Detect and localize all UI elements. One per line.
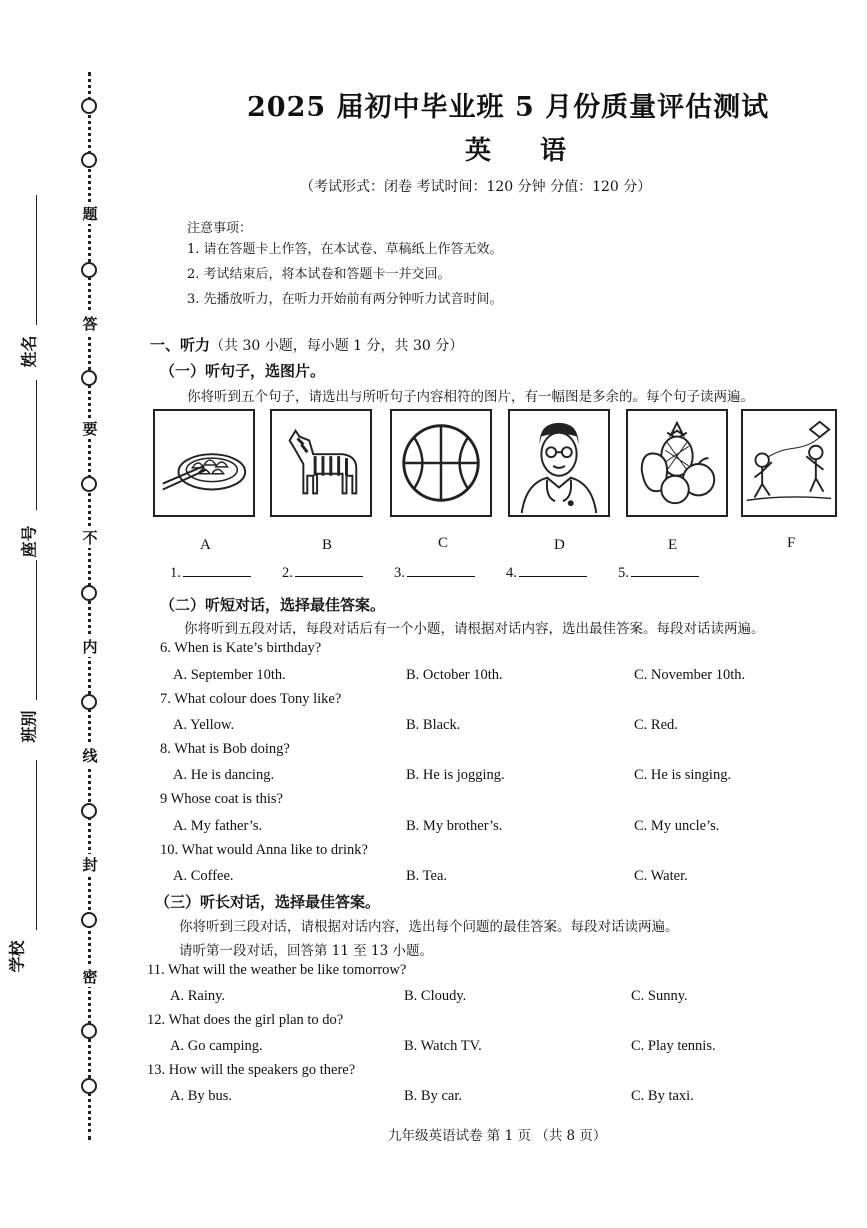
option-a[interactable]: A. By bus. bbox=[170, 1088, 233, 1104]
option-c[interactable]: C. Play tennis. bbox=[631, 1038, 716, 1054]
picture-letter: C bbox=[438, 535, 449, 551]
exam-title: 2025 届初中毕业班 5 月份质量评估测试 bbox=[247, 92, 770, 123]
option-a[interactable]: A. Rainy. bbox=[170, 988, 226, 1004]
binding-circle bbox=[81, 476, 97, 492]
picture-f bbox=[741, 409, 837, 517]
binding-circle bbox=[81, 912, 97, 928]
part3-sub-instruction: 请听第一段对话，回答第 11 至 13 小题。 bbox=[179, 943, 434, 959]
blank-number: 5. bbox=[618, 565, 629, 581]
question: 8. What is Bob doing? bbox=[160, 741, 290, 757]
option-b[interactable]: B. Black. bbox=[406, 717, 461, 733]
binding-char: 内 bbox=[82, 638, 98, 656]
option-a[interactable]: A. Go camping. bbox=[170, 1038, 263, 1054]
picture-b bbox=[270, 409, 372, 517]
blank-number: 1. bbox=[170, 565, 181, 581]
class-field-line bbox=[36, 560, 37, 700]
picture-c bbox=[390, 409, 492, 517]
section-info: （共 30 小题，每小题 1 分，共 30 分） bbox=[210, 338, 464, 354]
part3-title: （三）听长对话，选择最佳答案。 bbox=[155, 893, 381, 911]
picture-d bbox=[508, 409, 610, 517]
school-field-line bbox=[36, 760, 37, 930]
notice-item: 2. 考试结束后，将本试卷和答题卡一并交回。 bbox=[187, 267, 451, 282]
question: 13. How will the speakers go there? bbox=[147, 1062, 356, 1078]
seat-label: 座号 bbox=[19, 525, 39, 558]
blank-number: 3. bbox=[394, 565, 405, 581]
notice-item: 1. 请在答题卡上作答，在本试卷、草稿纸上作答无效。 bbox=[187, 242, 503, 257]
part3-instruction: 你将听到三段对话，请根据对话内容，选出每个问题的最佳答案。每段对话读两遍。 bbox=[179, 919, 679, 935]
binding-char: 不 bbox=[82, 529, 98, 547]
option-b[interactable]: B. Watch TV. bbox=[404, 1038, 482, 1054]
option-c[interactable]: C. My uncle’s. bbox=[634, 818, 720, 834]
option-a[interactable]: A. Coffee. bbox=[173, 868, 234, 884]
option-c[interactable]: C. By taxi. bbox=[631, 1088, 694, 1104]
part1-instruction: 你将听到五个句子，请选出与所听句子内容相符的图片，有一幅图是多余的。每个句子读两遍。 bbox=[187, 389, 754, 405]
answer-blank[interactable] bbox=[506, 565, 587, 582]
question: 7. What colour does Tony like? bbox=[160, 691, 342, 707]
answer-blank[interactable] bbox=[170, 565, 251, 582]
option-c[interactable]: C. November 10th. bbox=[634, 667, 746, 683]
kite-flying-icon bbox=[743, 411, 835, 515]
fruit-icon bbox=[628, 411, 726, 515]
school-label: 学校 bbox=[7, 940, 27, 973]
picture-letter: D bbox=[554, 537, 565, 553]
binding-char: 线 bbox=[82, 747, 98, 765]
name-field-line bbox=[36, 195, 37, 325]
binding-circle bbox=[81, 1023, 97, 1039]
dumplings-icon bbox=[155, 411, 253, 515]
binding-char: 题 bbox=[82, 205, 98, 223]
name-label: 姓名 bbox=[19, 335, 39, 368]
blank-number: 2. bbox=[282, 565, 293, 581]
binding-circle bbox=[81, 152, 97, 168]
binding-char: 封 bbox=[82, 856, 98, 874]
option-b[interactable]: B. Tea. bbox=[406, 868, 448, 884]
binding-char: 答 bbox=[82, 315, 98, 333]
picture-letter: B bbox=[322, 537, 333, 553]
option-b[interactable]: B. He is jogging. bbox=[406, 767, 505, 783]
binding-char: 密 bbox=[82, 968, 98, 986]
binding-circle bbox=[81, 262, 97, 278]
question: 9 Whose coat is this? bbox=[160, 791, 283, 807]
part2-title: （二）听短对话，选择最佳答案。 bbox=[160, 596, 386, 614]
binding-char: 要 bbox=[82, 420, 98, 438]
zebra-icon bbox=[272, 411, 370, 515]
basketball-icon bbox=[392, 411, 490, 515]
option-c[interactable]: C. He is singing. bbox=[634, 767, 732, 783]
option-a[interactable]: A. Yellow. bbox=[173, 717, 235, 733]
option-a[interactable]: A. September 10th. bbox=[173, 667, 286, 683]
binding-circle bbox=[81, 98, 97, 114]
picture-a bbox=[153, 409, 255, 517]
section-title bbox=[150, 334, 463, 355]
answer-blank[interactable] bbox=[618, 565, 699, 582]
picture-e bbox=[626, 409, 728, 517]
option-b[interactable]: B. Cloudy. bbox=[404, 988, 467, 1004]
option-b[interactable]: B. My brother’s. bbox=[406, 818, 503, 834]
binding-circle bbox=[81, 1078, 97, 1094]
notice-item: 3. 先播放听力，在听力开始前有两分钟听力试音时间。 bbox=[187, 292, 503, 307]
question: 6. When is Kate’s birthday? bbox=[160, 640, 322, 656]
part2-instruction: 你将听到五段对话，每段对话后有一个小题，请根据对话内容，选出最佳答案。每段对话读两遍。 bbox=[184, 621, 765, 637]
picture-letter: F bbox=[787, 535, 796, 551]
option-a[interactable]: A. My father’s. bbox=[173, 818, 263, 834]
section-title-label: 一、听力 bbox=[150, 336, 211, 354]
option-c[interactable]: C. Sunny. bbox=[631, 988, 688, 1004]
notice-heading: 注意事项： bbox=[187, 221, 253, 236]
binding-circle bbox=[81, 585, 97, 601]
page-footer: 九年级英语试卷 第 1 页 （共 8 页） bbox=[388, 1128, 607, 1144]
binding-circle bbox=[81, 694, 97, 710]
option-b[interactable]: B. October 10th. bbox=[406, 667, 503, 683]
part1-title: （一）听句子，选图片。 bbox=[160, 362, 326, 380]
picture-letter: E bbox=[668, 537, 678, 553]
question: 11. What will the weather be like tomorrow? bbox=[147, 962, 407, 978]
question: 10. What would Anna like to drink? bbox=[160, 842, 368, 858]
answer-blank[interactable] bbox=[282, 565, 363, 582]
binding-circle bbox=[81, 370, 97, 386]
option-c[interactable]: C. Water. bbox=[634, 868, 688, 884]
seat-field-line bbox=[36, 380, 37, 510]
option-b[interactable]: B. By car. bbox=[404, 1088, 462, 1104]
binding-circle bbox=[81, 803, 97, 819]
blank-number: 4. bbox=[506, 565, 517, 581]
exam-info: （考试形式：闭卷 考试时间：120 分钟 分值：120 分） bbox=[300, 179, 652, 195]
class-label: 班别 bbox=[19, 710, 39, 743]
doctor-icon bbox=[510, 411, 608, 515]
answer-blank[interactable] bbox=[394, 565, 475, 582]
option-a[interactable]: A. He is dancing. bbox=[173, 767, 275, 783]
subject-title: 英 语 bbox=[465, 136, 587, 166]
picture-letter: A bbox=[200, 537, 211, 553]
option-c[interactable]: C. Red. bbox=[634, 717, 678, 733]
question: 12. What does the girl plan to do? bbox=[147, 1012, 344, 1028]
